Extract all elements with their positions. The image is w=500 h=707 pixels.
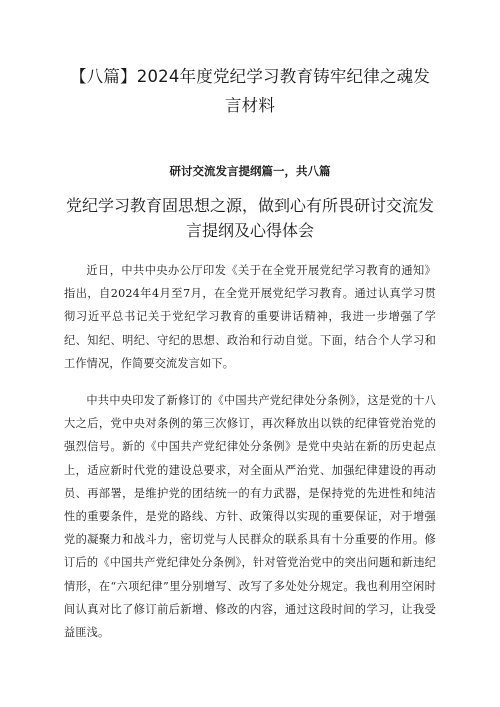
body-paragraph-1: 近日，中共中央办公厅印发《关于在全党开展党纪学习教育的通知》指出，自2024年4月至7月，在全党开展党纪学习教育。通过认真学习贯彻习近平总书记关于党纪学习教育的重要讲话精神，我进一步增强了学纪、知纪、明纪、守纪的思想、政治和行动自觉。下面，结合个人学习和工作情况，作简要交流发言如下。	[64, 264, 436, 370]
section-label: 研讨交流发言提纲篇一，共八篇	[169, 164, 331, 178]
article-title: 党纪学习教育固思想之源，做到心有所畏研讨交流发言提纲及心得体会	[65, 196, 434, 240]
body-paragraph-2: 中共中央印发了新修订的《中国共产党纪律处分条例》，这是党的十八大之后，党中央对条例的第三次修订，再次释放出以铁的纪律管党治党的强烈信号。新的《中国共产党纪律处分条例》是党中央站在新的历史起点上，适应新时代党的建设总要求，对全面从严治党、加强纪律建设的再动员、再部署，是维护党的团结统一的有力武器，是保持党的先进性和纯洁性的重要条件，是党的路线、方针、政策得以实现的重要保证，对于增强党的凝聚力和战斗力，密切党与人民群众的联系具有十分重要的作用。修订后的《中国共产党纪律处分条例》，针对管党治党中的突出问题和新违纪情形，在“六项纪律”里分别增写、改写了多处处分规定。我也利用空闲时间认真对比了修订前后新增、修改的内容，通过这段时间的学习，让我受益匪浅。	[64, 394, 436, 640]
document-title: 【八篇】2024年度党纪学习教育铸牢纪律之魂发言材料	[69, 67, 431, 115]
